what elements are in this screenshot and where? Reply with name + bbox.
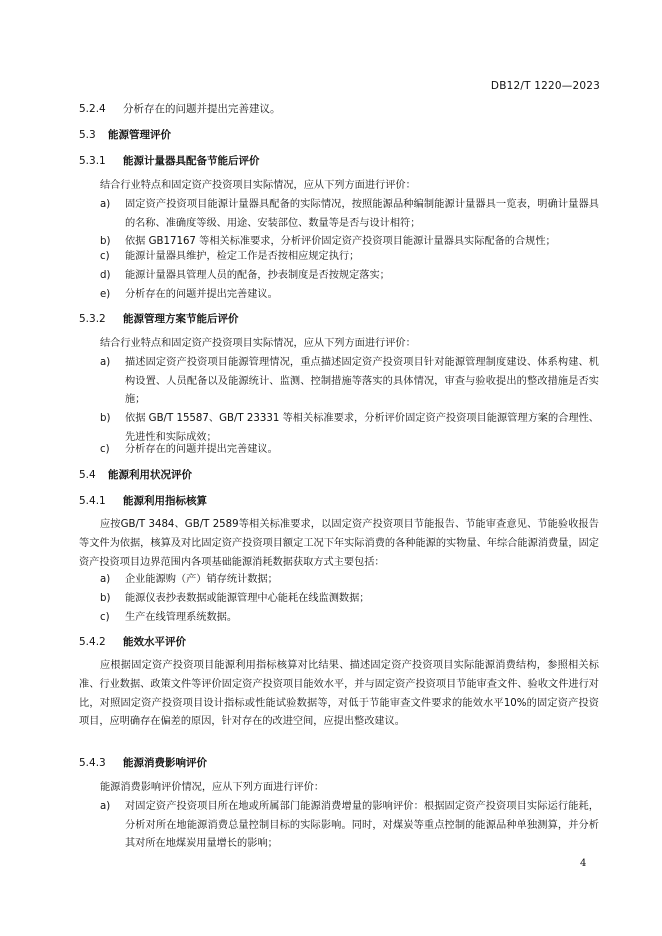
clause-title: 能源管理方案节能后评价 — [123, 313, 239, 325]
clause-number: 5.4.3 — [79, 757, 106, 769]
section-title: 能源利用状况评价 — [108, 469, 192, 481]
list-item — [79, 286, 599, 305]
clause-number: 5.2.4 — [79, 103, 106, 115]
section-number: 5.4 — [79, 469, 96, 481]
list-item — [79, 196, 599, 233]
clause-number: 5.4.1 — [79, 495, 106, 507]
list-letter: c) — [100, 251, 110, 262]
list-text: 固定资产投资项目能源计量器具配备的实际情况，按照能源品种编制能源计量器具一览表，明确计量器具的名称、准确度等级、用途、安装部位、数量等是否与设计相符； — [125, 199, 599, 229]
list-letter: a) — [100, 357, 111, 368]
list-letter: e) — [100, 289, 111, 300]
list-letter: c) — [100, 444, 110, 455]
clause-number: 5.3.2 — [79, 313, 106, 325]
clause-title: 能源消费影响评价 — [123, 757, 207, 769]
list-text: 描述固定资产投资项目能源管理情况，重点描述固定资产投资项目针对能源管理制度建设、体系构建、机构设置、人员配备以及能源统计、监测、控制措施等落实的具体情况，审查与验收提出的整改措施是否实施； — [125, 357, 599, 406]
clause-number: 5.3.1 — [79, 155, 106, 167]
list-text: 能源计量器具管理人员的配备，抄表制度是否按规定落实； — [125, 270, 390, 281]
list-letter: b) — [100, 413, 111, 424]
list-text: 分析存在的问题并提出完善建议。 — [125, 444, 278, 455]
list-text: 生产在线管理系统数据。 — [125, 612, 238, 623]
list-letter: b) — [100, 236, 111, 247]
section-number: 5.3 — [79, 129, 96, 141]
list-item — [79, 248, 599, 267]
clause-5-4-1-heading — [79, 493, 207, 508]
clause-5-3-1-heading — [79, 153, 260, 168]
list-item — [79, 354, 599, 410]
list-text: 对固定资产投资项目所在地或所属部门能源消费增量的影响评价：根据固定资产投资项目实际运行能耗，分析对所在地能源消费总量控制目标的实际影响。同时，对煤炭等重点控制的能源品种单独测算，并分析其对所在地煤炭用量增长的影响； — [125, 801, 599, 850]
paragraph: 结合行业特点和固定资产投资项目实际情况，应从下列方面进行评价： — [100, 338, 416, 349]
paragraph: 应根据固定资产投资项目能源利用指标核算对比结果、描述固定资产投资项目实际能源消费结构，参照相关标准、行业数据、政策文件等评价固定资产投资项目能效水平，并与固定资产投资项目节能审查文件、验收文件进行对比，对照固定资产投资项目设计指标或性能试验数据等，对低于节能审查文件要求的能效水平10%的固定资产投资项目，应明确存在偏差的原因，针对存在的改进空间，应提出整改建议。 — [79, 660, 599, 728]
list-text: 依据 GB17167 等相关标准要求，分析评价固定资产投资项目能源计量器具实际配备的合规性； — [125, 236, 556, 247]
clause-text: 分析存在的问题并提出完善建议。 — [123, 103, 281, 115]
clause-title: 能效水平评价 — [123, 636, 186, 648]
list-letter: b) — [100, 593, 111, 604]
list-text: 能源计量器具维护，检定工作是否按相应规定执行； — [125, 251, 360, 262]
list-letter: a) — [100, 801, 111, 812]
section-title: 能源管理评价 — [108, 129, 171, 141]
page-number: 4 — [580, 858, 587, 869]
list-text: 分析存在的问题并提出完善建议。 — [125, 289, 278, 300]
list-item — [79, 571, 599, 590]
clause-5-4-2-heading — [79, 634, 186, 649]
list-item — [79, 267, 599, 286]
clause-title: 能源利用指标核算 — [123, 495, 207, 507]
clause-title: 能源计量器具配备节能后评价 — [123, 155, 260, 167]
list-letter: d) — [100, 270, 111, 281]
clause-5-2-4 — [79, 101, 281, 116]
list-letter: c) — [100, 612, 110, 623]
list-letter: a) — [100, 199, 111, 210]
list-item — [79, 590, 599, 609]
list-text: 能源仪表抄表数据或能源管理中心能耗在线监测数据； — [125, 593, 370, 604]
clause-5-3-2-heading — [79, 311, 239, 326]
list-text: 企业能源购（产）销存统计数据； — [125, 574, 278, 585]
list-letter: a) — [100, 574, 111, 585]
section-5-4-heading — [79, 467, 192, 482]
paragraph: 能源消费影响评价情况，应从下列方面进行评价： — [100, 782, 325, 793]
list-item — [79, 798, 599, 854]
clause-5-4-3-heading — [79, 755, 207, 770]
list-text: 依据 GB/T 15587、GB/T 23331 等相关标准要求，分析评价固定资产投资项目能源管理方案的合理性、先进性和实际成效； — [125, 413, 599, 443]
clause-number: 5.4.2 — [79, 636, 106, 648]
list-item — [79, 441, 599, 460]
paragraph: 应按GB/T 3484、GB/T 2589等相关标准要求，以固定资产投资项目节能报告、节能审查意见、节能验收报告等文件为依据，核算及对比固定资产投资项目额定工况下年实际消费的各种能源的实物量、年综合能源消费量，固定资产投资项目边界范围内各项基础能源消耗数据获取方式主要包括： — [79, 519, 599, 568]
section-5-3-heading — [79, 127, 171, 142]
list-item — [79, 609, 599, 628]
paragraph: 结合行业特点和固定资产投资项目实际情况，应从下列方面进行评价： — [100, 180, 416, 191]
document-code: DB12/T 1220—2023 — [490, 80, 600, 92]
